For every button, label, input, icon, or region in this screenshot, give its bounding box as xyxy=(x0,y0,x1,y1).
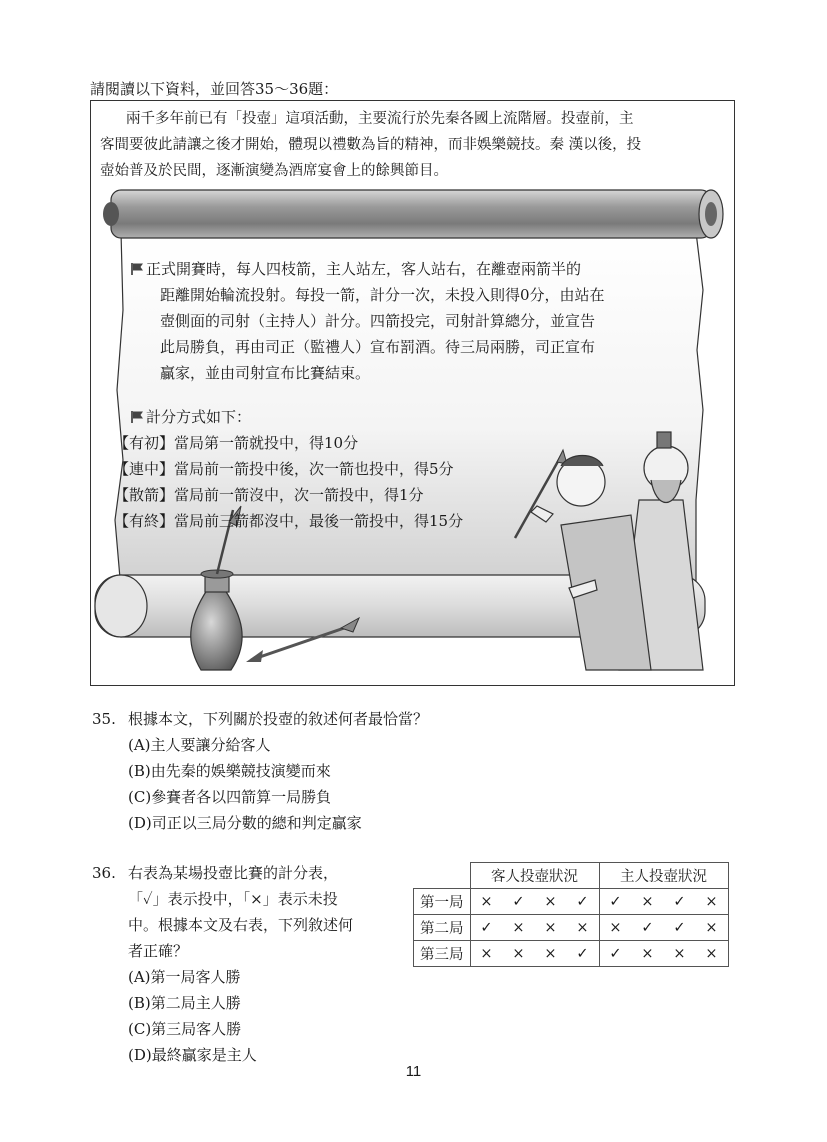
guest-mark: ✓ xyxy=(480,919,493,936)
question-36-stem-1: 右表為某場投壺比賽的計分表， xyxy=(128,864,339,882)
host-mark: × xyxy=(641,893,654,910)
host-mark: ✓ xyxy=(673,893,686,910)
flag-icon xyxy=(130,410,144,424)
guest-mark: × xyxy=(544,893,557,910)
scoring-title: 計分方式如下： xyxy=(146,408,252,426)
guest-mark: × xyxy=(480,945,493,962)
row-label: 第二局 xyxy=(414,915,471,941)
question-36-stem-2: 「✓」表示投中，「×」表示未投 xyxy=(128,890,338,908)
host-mark: × xyxy=(609,919,622,936)
guest-mark: × xyxy=(512,945,525,962)
q35-option-b[interactable]: (B)由先秦的娛樂競技演變而來 xyxy=(128,762,331,780)
score-table-header xyxy=(414,863,729,889)
table-row xyxy=(414,889,729,915)
question-35-stem: 根據本文，下列關於投壺的敘述何者最恰當？ xyxy=(128,710,429,728)
question-36-stem-3: 中。根據本文及右表，下列敘述何 xyxy=(128,916,354,934)
score-table-corner xyxy=(414,863,471,889)
question-35-number: 35. xyxy=(92,710,116,728)
host-mark: × xyxy=(673,945,686,962)
question-36-number: 36. xyxy=(92,864,116,882)
scoring-rule-4: 【有終】當局前三箭都沒中，最後一箭投中，得15分 xyxy=(114,512,464,530)
header-host: 主人投壺狀況 xyxy=(599,863,728,889)
scoring-rule-1: 【有初】當局第一箭就投中，得10分 xyxy=(114,434,359,452)
score-table xyxy=(413,862,729,967)
q35-option-a[interactable]: (A)主人要讓分給客人 xyxy=(128,736,271,754)
guest-mark: × xyxy=(544,945,557,962)
host-mark: × xyxy=(641,945,654,962)
question-36-stem-4: 者正確？ xyxy=(128,942,189,960)
scoring-title-row xyxy=(130,404,463,430)
header-guest: 客人投壺狀況 xyxy=(470,863,599,889)
guest-mark: × xyxy=(512,919,525,936)
q36-option-d[interactable]: (D)最終贏家是主人 xyxy=(128,1046,257,1064)
guest-mark: × xyxy=(576,919,589,936)
row-label: 第三局 xyxy=(414,941,471,967)
scoring-rule-3: 【散箭】當局前一箭沒中，次一箭投中，得1分 xyxy=(114,486,424,504)
game-rules-line-5: 贏家，並由司射宣布比賽結束。 xyxy=(160,364,371,382)
guest-mark: × xyxy=(480,893,493,910)
game-rules-line-4: 此局勝負，再由司正（監禮人）宣布罰酒。待三局兩勝，司正宣布 xyxy=(160,338,596,356)
question-36 xyxy=(92,860,353,1068)
game-rules-line-1: 正式開賽時，每人四枝箭，主人站左，客人站右，在離壺兩箭半的 xyxy=(130,256,605,282)
guest-mark: ✓ xyxy=(512,893,525,910)
guest-mark: ✓ xyxy=(576,945,589,962)
game-rules xyxy=(130,256,605,386)
scoring-rules xyxy=(114,404,464,534)
q36-option-c[interactable]: (C)第三局客人勝 xyxy=(128,1020,242,1038)
host-mark: ✓ xyxy=(609,945,622,962)
passage-line-1: 兩千多年前已有「投壺」這項活動，主要流行於先秦各國上流階層。投壺前，主 xyxy=(126,111,634,127)
passage-line-3: 壺始普及於民間，逐漸演變為酒席宴會上的餘興節目。 xyxy=(100,163,448,179)
host-mark: × xyxy=(705,945,718,962)
q35-option-c[interactable]: (C)參賽者各以四箭算一局勝負 xyxy=(128,788,332,806)
q36-option-a[interactable]: (A)第一局客人勝 xyxy=(128,968,241,986)
guest-mark: × xyxy=(544,919,557,936)
host-mark: ✓ xyxy=(609,893,622,910)
host-mark: ✓ xyxy=(673,919,686,936)
host-mark: × xyxy=(705,893,718,910)
question-35 xyxy=(92,706,428,836)
game-rules-line-2: 距離開始輪流投射。每投一箭，計分一次，未投入則得0分，由站在 xyxy=(160,286,605,304)
host-mark: × xyxy=(705,919,718,936)
section-intro: 請閱讀以下資料，並回答35～36題： xyxy=(90,80,339,98)
guest-mark: ✓ xyxy=(576,893,589,910)
game-rules-line-3: 壺側面的司射（主持人）計分。四箭投完，司射計算總分，並宣告 xyxy=(160,312,596,330)
table-row xyxy=(414,941,729,967)
q36-option-b[interactable]: (B)第二局主人勝 xyxy=(128,994,241,1012)
row-label: 第一局 xyxy=(414,889,471,915)
q35-option-d[interactable]: (D)司正以三局分數的總和判定贏家 xyxy=(128,814,362,832)
page-number: 11 xyxy=(405,1063,422,1080)
passage-line-2: 客間要彼此請讓之後才開始，體現以禮數為旨的精神，而非娛樂競技。秦 漢以後，投 xyxy=(100,137,642,153)
table-row xyxy=(414,915,729,941)
scoring-rule-2: 【連中】當局前一箭投中後，次一箭也投中，得5分 xyxy=(114,460,454,478)
flag-icon xyxy=(130,262,144,276)
host-mark: ✓ xyxy=(641,919,654,936)
